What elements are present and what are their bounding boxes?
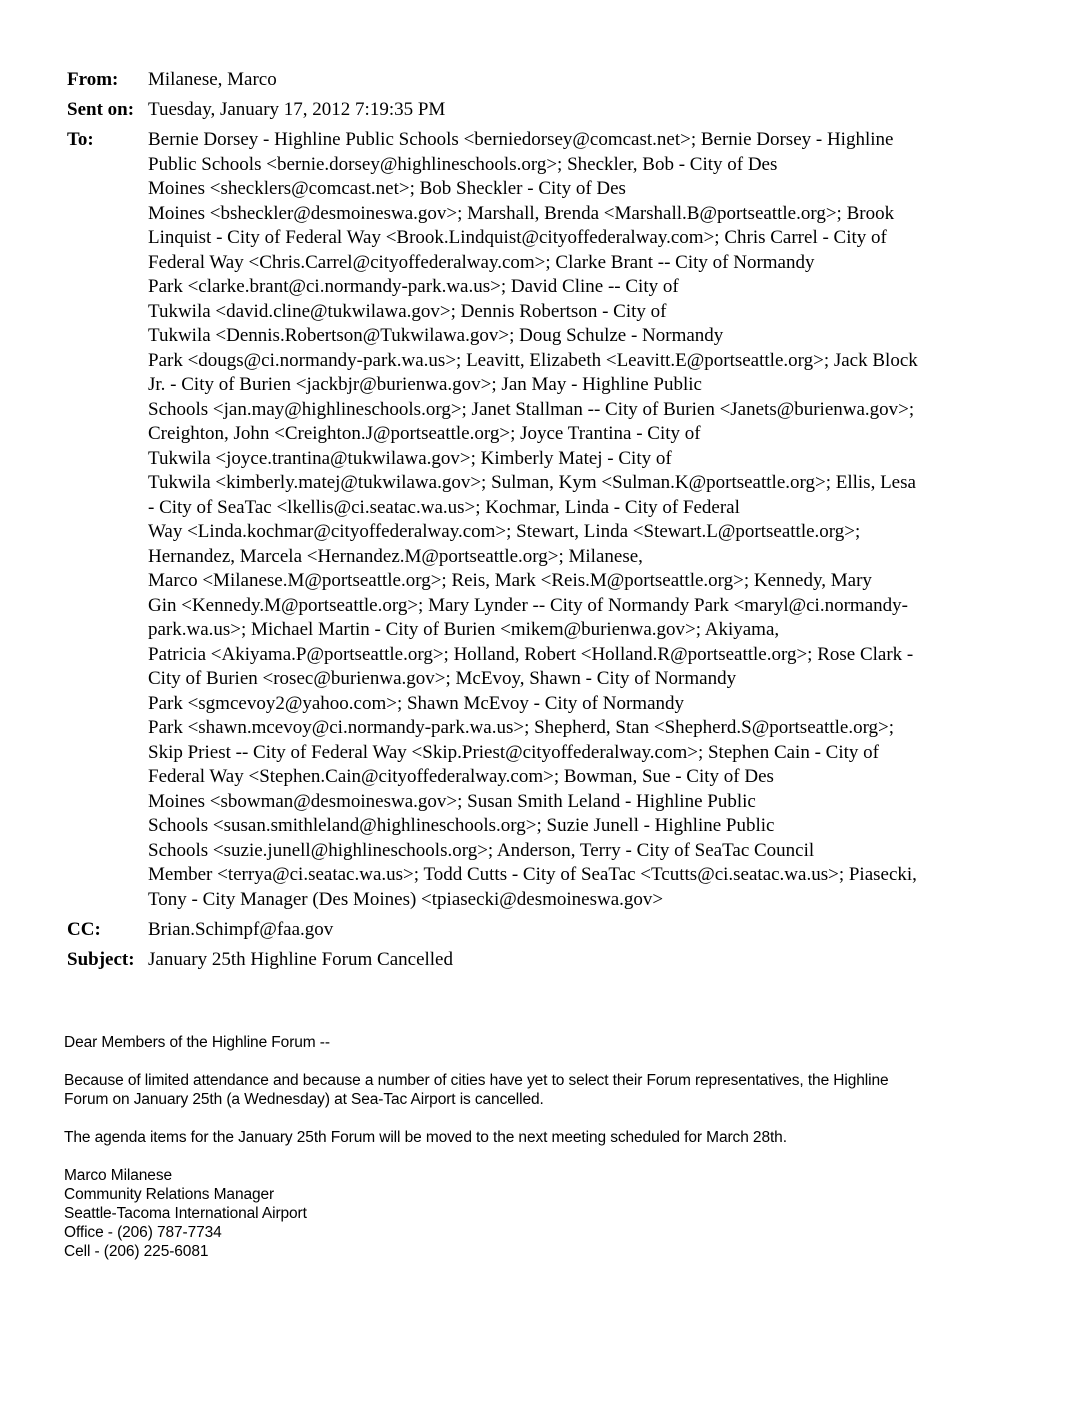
recipient-line: Way <Linda.kochmar@cityoffederalway.com>; Stewart, Linda <Stewart.L@portseattle.org>; bbox=[148, 521, 861, 542]
recipient-line: Gin <Kennedy.M@portseattle.org>; Mary Lynder -- City of Normandy Park <maryl@ci.normandy- bbox=[148, 594, 908, 616]
paragraph-line: Because of limited attendance and because a number of cities have yet to select their Forum representatives, the Highline bbox=[64, 1072, 889, 1089]
recipient-line: Park <sgmcevoy2@yahoo.com>; Shawn McEvoy - City of Normandy bbox=[148, 692, 685, 714]
recipient-line: Moines <sbowman@desmoineswa.gov>; Susan Smith Leland - Highline Public bbox=[148, 790, 756, 812]
recipient-line: Federal Way <Stephen.Cain@cityoffederalway.com>; Bowman, Sue - City of Des bbox=[148, 766, 774, 787]
recipient-line: Schools <jan.may@highlineschools.org>; Janet Stallman -- City of Burien <Janets@burienwa.gov>; bbox=[148, 398, 915, 420]
recipient-line: Tony - City Manager (Des Moines) <tpiasecki@desmoineswa.gov> bbox=[148, 888, 664, 910]
recipient-line: Patricia <Akiyama.P@portseattle.org>; Holland, Robert <Holland.R@portseattle.org>; Rose Clark - bbox=[148, 643, 914, 665]
recipient-line: - City of SeaTac <lkellis@ci.seatac.wa.us>; Kochmar, Linda - City of Federal bbox=[148, 496, 740, 518]
subject-value: January 25th Highline Forum Cancelled bbox=[148, 948, 453, 970]
recipient-line: Hernandez, Marcela <Hernandez.M@portseattle.org>; Milanese, bbox=[148, 545, 643, 567]
email-header bbox=[67, 68, 1057, 978]
to-label: To: bbox=[67, 129, 94, 150]
recipient-line: Tukwila <david.cline@tukwilawa.gov>; Dennis Robertson - City of bbox=[148, 300, 667, 322]
from-label: From: bbox=[67, 69, 119, 90]
cc-label: CC: bbox=[67, 918, 101, 940]
signature-block bbox=[64, 1166, 1044, 1261]
signature-name: Marco Milanese bbox=[64, 1167, 173, 1184]
recipient-line: Public Schools <bernie.dorsey@highlineschools.org>; Sheckler, Bob - City of Des bbox=[148, 153, 778, 175]
recipient-line: Federal Way <Chris.Carrel@cityoffederalway.com>; Clarke Brant -- City of Normandy bbox=[148, 251, 815, 273]
sent-value: Tuesday, January 17, 2012 7:19:35 PM bbox=[148, 99, 446, 120]
recipient-line: Moines <shecklers@comcast.net>; Bob Sheckler - City of Des bbox=[148, 178, 626, 199]
recipient-line: Bernie Dorsey - Highline Public Schools <berniedorsey@comcast.net>; Bernie Dorsey - Highline bbox=[148, 129, 894, 150]
recipient-line: Tukwila <joyce.trantina@tukwilawa.gov>; Kimberly Matej - City of bbox=[148, 447, 672, 469]
recipient-line: Park <clarke.brant@ci.normandy-park.wa.us>; David Cline -- City of bbox=[148, 276, 679, 297]
recipient-line: Jr. - City of Burien <jackbjr@burienwa.gov>; Jan May - Highline Public bbox=[148, 374, 702, 395]
signature-office-phone: Office - (206) 787-7734 bbox=[64, 1224, 222, 1241]
recipient-line: Linquist - City of Federal Way <Brook.Lindquist@cityoffederalway.com>; Chris Carrel - City of bbox=[148, 227, 887, 248]
sent-label: Sent on: bbox=[67, 99, 135, 120]
to-row bbox=[67, 128, 1057, 912]
paragraph-line: Forum on January 25th (a Wednesday) at Sea-Tac Airport is cancelled. bbox=[64, 1091, 544, 1108]
recipient-line: Tukwila <Dennis.Robertson@Tukwilawa.gov>; Doug Schulze - Normandy bbox=[148, 325, 724, 346]
recipient-line: Park <dougs@ci.normandy-park.wa.us>; Leavitt, Elizabeth <Leavitt.E@portseattle.org>; Jack Block bbox=[148, 349, 918, 371]
sent-row bbox=[67, 98, 1057, 123]
agenda-paragraph: The agenda items for the January 25th Forum will be moved to the next meeting scheduled for March 28th. bbox=[64, 1129, 787, 1146]
from-value: Milanese, Marco bbox=[148, 69, 277, 90]
subject-label: Subject: bbox=[67, 948, 135, 970]
signature-cell-phone: Cell - (206) 225-6081 bbox=[64, 1243, 209, 1260]
recipient-line: Skip Priest -- City of Federal Way <Skip.Priest@cityoffederalway.com>; Stephen Cain - City of bbox=[148, 741, 879, 763]
cancellation-paragraph bbox=[64, 1071, 1044, 1109]
recipient-line: Moines <bsheckler@desmoineswa.gov>; Marshall, Brenda <Marshall.B@portseattle.org>; Brook bbox=[148, 202, 895, 224]
recipient-line: City of Burien <rosec@burienwa.gov>; McEvoy, Shawn - City of Normandy bbox=[148, 668, 737, 689]
recipient-line: Member <terrya@ci.seatac.wa.us>; Todd Cutts - City of SeaTac <Tcutts@ci.seatac.wa.us>; Piasecki, bbox=[148, 864, 917, 885]
greeting: Dear Members of the Highline Forum -- bbox=[64, 1034, 330, 1051]
recipient-line: Park <shawn.mcevoy@ci.normandy-park.wa.us>; Shepherd, Stan <Shepherd.S@portseattle.org>; bbox=[148, 717, 895, 738]
to-recipients bbox=[148, 128, 1057, 912]
recipient-line: Schools <susan.smithleland@highlineschools.org>; Suzie Junell - Highline Public bbox=[148, 815, 775, 836]
recipient-line: Creighton, John <Creighton.J@portseattle.org>; Joyce Trantina - City of bbox=[148, 423, 701, 444]
signature-organization: Seattle-Tacoma International Airport bbox=[64, 1205, 307, 1222]
email-body bbox=[64, 1033, 1044, 1261]
from-row bbox=[67, 68, 1057, 93]
recipient-line: park.wa.us>; Michael Martin - City of Burien <mikem@burienwa.gov>; Akiyama, bbox=[148, 619, 780, 640]
signature-title: Community Relations Manager bbox=[64, 1186, 275, 1203]
cc-value: Brian.Schimpf@faa.gov bbox=[148, 918, 334, 940]
recipient-line: Marco <Milanese.M@portseattle.org>; Reis, Mark <Reis.M@portseattle.org>; Kennedy, Mary bbox=[148, 570, 872, 591]
cc-row bbox=[67, 918, 1057, 943]
recipient-line: Tukwila <kimberly.matej@tukwilawa.gov>; Sulman, Kym <Sulman.K@portseattle.org>; Ellis, Lesa bbox=[148, 472, 916, 493]
subject-row bbox=[67, 948, 1057, 973]
recipient-line: Schools <suzie.junell@highlineschools.org>; Anderson, Terry - City of SeaTac Council bbox=[148, 839, 815, 861]
